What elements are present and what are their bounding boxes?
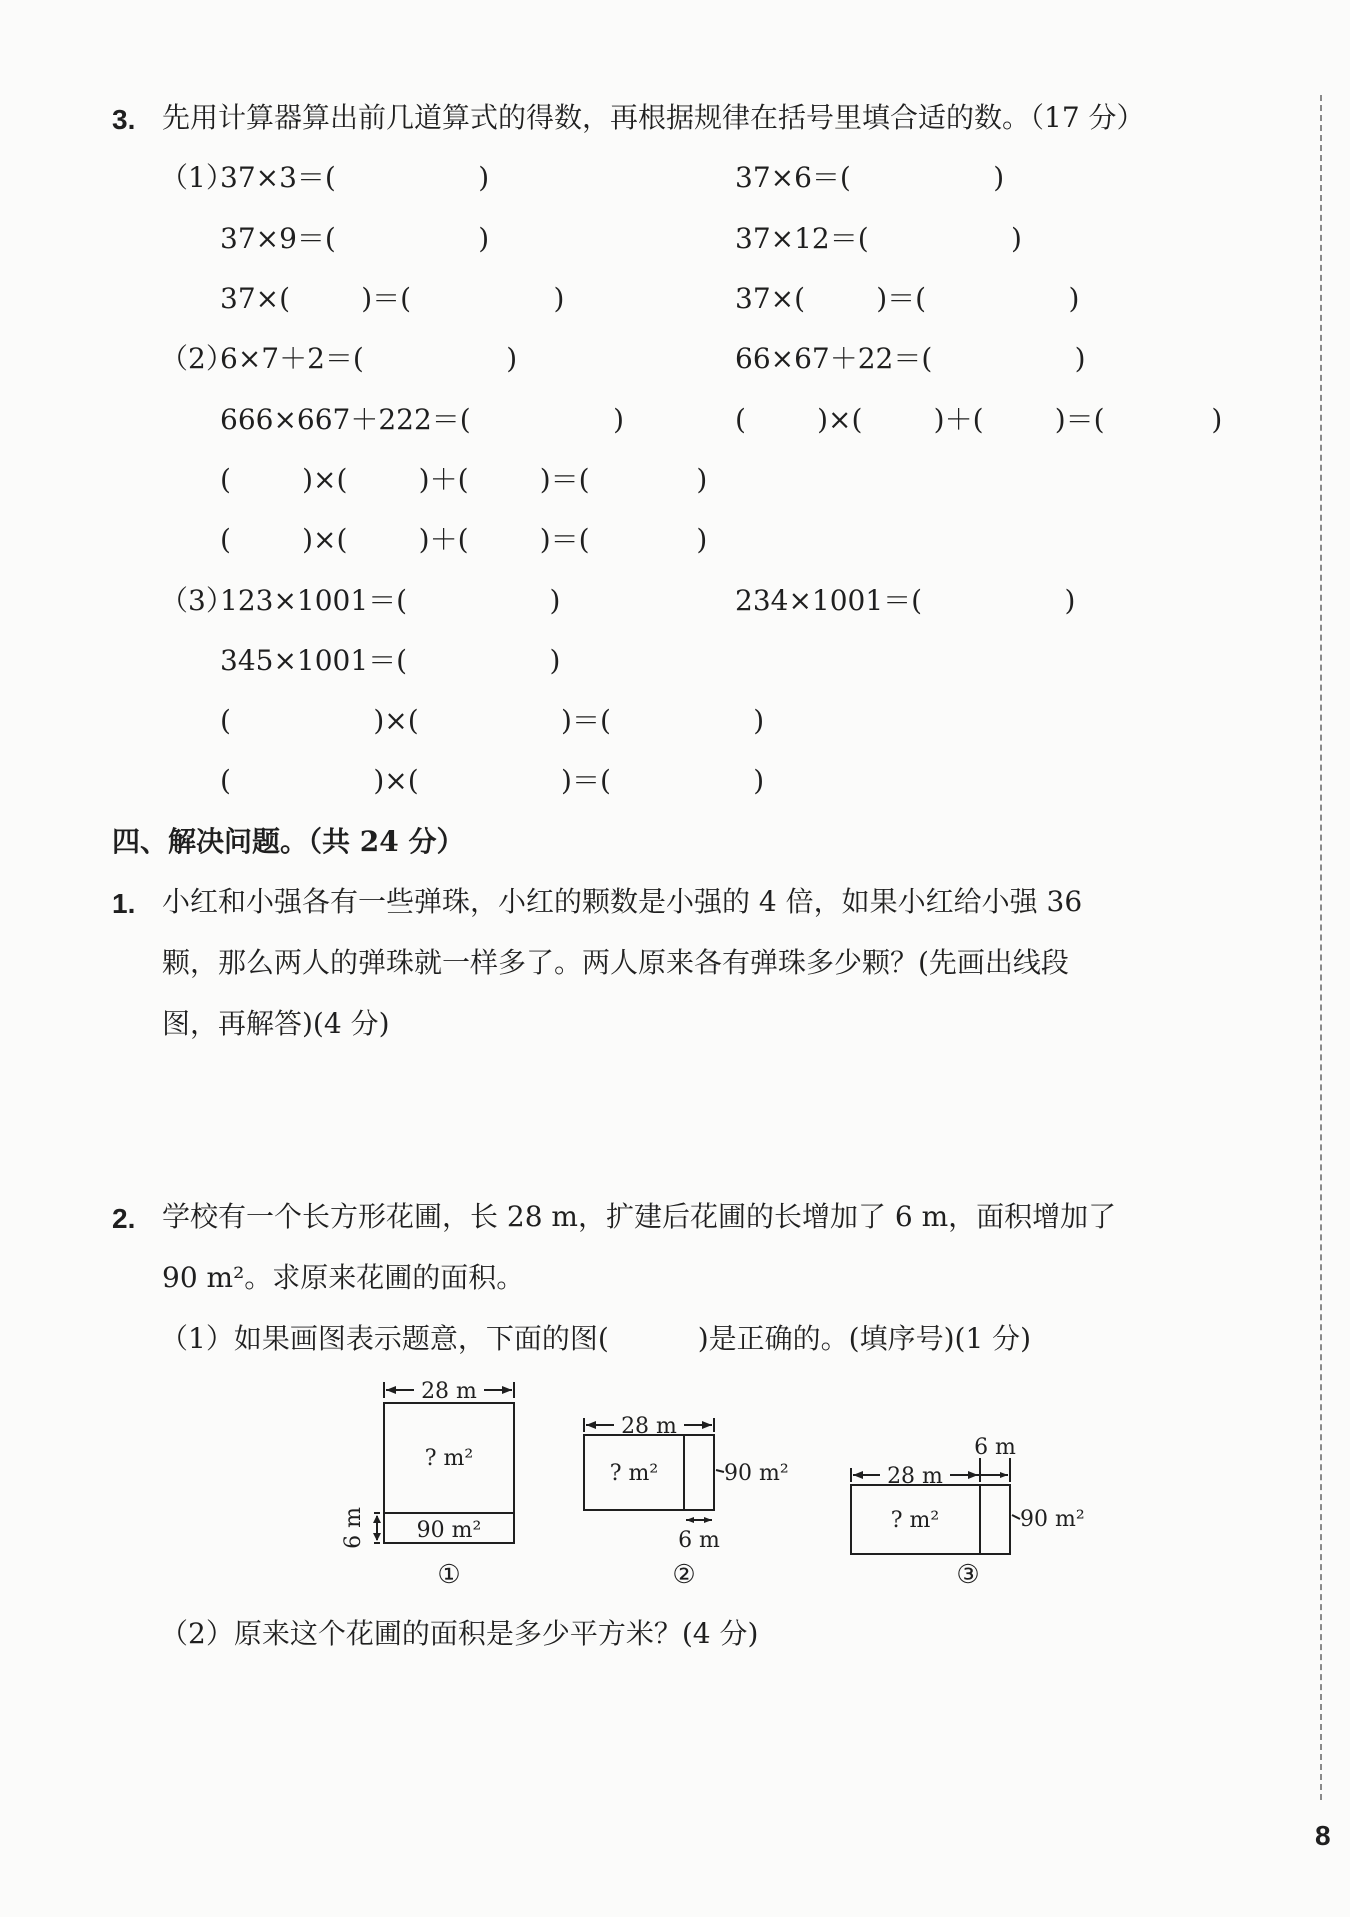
fig1-arrow-down [373,1533,381,1541]
q3-p2-expr-d: ( )×( )＋( )＝( ) [735,403,1223,436]
q3-p1-expr-b: 37×6＝( ) [735,161,1005,194]
fig2-unknown-label: ? m² [609,1461,659,1486]
fig3-len-label: 28 m [887,1464,943,1489]
fig2-6m-label: 6 m [678,1528,720,1553]
q3-part3-label: （3） [160,584,234,617]
fig1-caption: ① [437,1560,461,1590]
s4-q1-line1: 小红和小强各有一些弹珠，小红的颗数是小强的 4 倍，如果小红给小强 36 [162,885,1083,918]
fig3-caption: ③ [956,1560,980,1590]
s4-q2-sub2: （2）原来这个花圃的面积是多少平方米？(4 分) [160,1617,759,1650]
q3-p1-expr-f: 37×( )＝( ) [735,282,1080,315]
fig2-arrow-right [702,1421,712,1429]
q3-p1-expr-a: 37×3＝( ) [220,161,490,194]
fig2-arrow-left [586,1421,596,1429]
section4-heading: 四、解决问题。（共 24 分） [112,825,465,858]
s4-q2-number: 2. [112,1203,136,1234]
q3-part2-label: （2） [160,342,234,375]
q3-p3-expr-b: 234×1001＝( ) [735,584,1076,617]
s4-q2-sub1: （1）如果画图表示题意，下面的图( )是正确的。(填序号)(1 分) [160,1322,1032,1355]
q3-p3-expr-a: 123×1001＝( ) [220,584,561,617]
s4-q1-line3: 图，再解答)(4 分) [162,1007,390,1040]
q3-p2-expr-a: 6×7＋2＝( ) [220,342,518,375]
fig3-arrow-left [853,1471,863,1479]
fig2-area-label: 90 m² [724,1461,789,1486]
fig2-len-label: 28 m [621,1414,677,1439]
fig1-area-label: 90 m² [416,1518,482,1543]
q3-part1-label: （1） [160,161,234,194]
q3-p2-expr-b: 66×67＋22＝( ) [735,342,1086,375]
fig2-caption: ② [672,1560,696,1590]
s4-q1-line2: 颗，那么两人的弹珠就一样多了。两人原来各有弹珠多少颗？(先画出线段 [162,946,1069,979]
fig3-arrow-mid [968,1471,978,1479]
fig3-6m-label: 6 m [974,1435,1016,1460]
fig3-arrow-right [1000,1472,1008,1478]
s4-q2-line1: 学校有一个长方形花圃，长 28 m，扩建后花圃的长增加了 6 m，面积增加了 [162,1200,1117,1233]
q3-p1-expr-c: 37×9＝( ) [220,222,490,255]
fig1-arrow-up [373,1515,381,1523]
fig2-90-leader [716,1470,724,1472]
q3-p2-expr-f: ( )×( )＋( )＝( ) [220,523,708,556]
fig3-area-label: 90 m² [1020,1507,1085,1532]
q3-p1-expr-d: 37×12＝( ) [735,222,1022,255]
fig3-unknown-label: ? m² [890,1508,940,1533]
q3-p1-expr-e: 37×( )＝( ) [220,282,565,315]
s4-q2-line2: 90 m²。求原来花圃的面积。 [162,1261,525,1294]
q3-number: 3. [112,104,136,135]
q3-p3-expr-e: ( )×( )＝( ) [220,764,765,797]
fig1-arrow-right [502,1386,512,1394]
fig1-unknown-label: ? m² [424,1446,474,1471]
fig2-6m-arrow-right [704,1517,712,1523]
q3-p2-expr-e: ( )×( )＋( )＝( ) [220,463,708,496]
q3-p2-expr-c: 666×667＋222＝( ) [220,403,625,436]
fig1-6m-label: 6 m [341,1507,366,1549]
page-number: 8 [1315,1820,1331,1851]
fig1-arrow-left [386,1386,396,1394]
q3-p3-expr-c: 345×1001＝( ) [220,644,561,677]
fig1-len-label: 28 m [421,1379,477,1404]
s4-q1-number: 1. [112,888,136,919]
q3-title: 先用计算器算出前几道算式的得数，再根据规律在括号里填合适的数。（17 分） [162,101,1145,134]
fig2-6m-arrow-left [686,1517,694,1523]
fig3-90-leader [1012,1515,1020,1519]
q3-p3-expr-d: ( )×( )＝( ) [220,704,765,737]
